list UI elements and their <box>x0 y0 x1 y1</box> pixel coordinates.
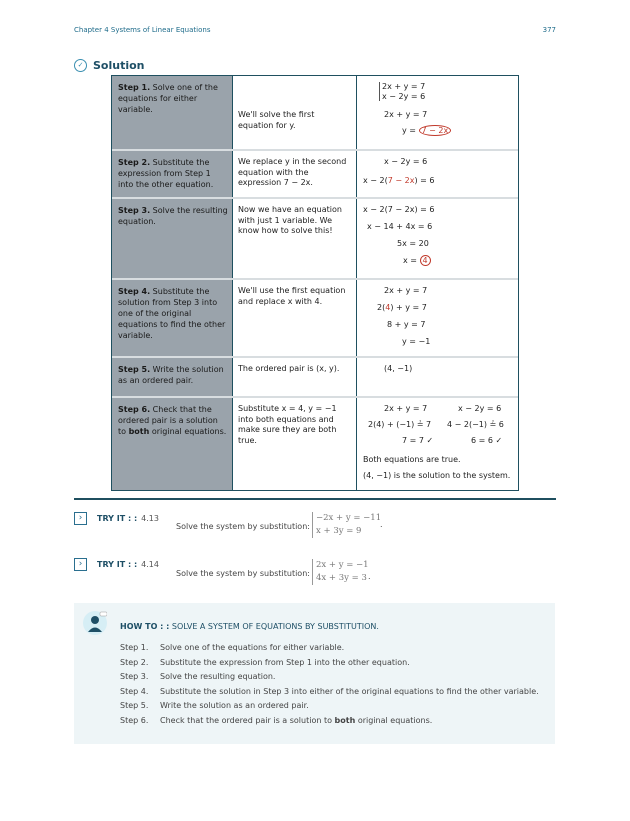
how-to-step-label: Step 4. <box>120 687 149 696</box>
expand-arrow-icon[interactable]: › <box>74 512 87 525</box>
section-divider <box>74 498 556 500</box>
try-it-prompt: Solve the system by substitution: <box>176 522 310 531</box>
step-description: Step 3. Solve the resulting equation. <box>112 199 233 278</box>
how-to-step-text: Solve the resulting equation. <box>160 672 276 681</box>
how-to-step-label: Step 1. <box>120 643 149 652</box>
step-math: 2x + y = 7 2(4) + y = 7 8 + y = 7 y = −1 <box>377 286 431 346</box>
how-to-step-label: Step 2. <box>120 658 149 667</box>
step-math: 2x + y = 7 x − 2y = 6 2(4) + (−1) ≟ 7 4 − 2(−1) ≟ 6 7 = 7 ✓ 6 = 6 ✓ Both equations are true. (4, −1) is the solution to the system. <box>363 404 511 480</box>
try-it-4-13 <box>74 512 159 525</box>
step-description: Step 5. Write the solution as an ordered pair. <box>112 358 233 396</box>
step-math: x − 2y = 6 x − 2(7 − 2x) = 6 <box>363 157 435 185</box>
try-it-prompt: Solve the system by substitution: <box>176 569 310 578</box>
step-explanation: Now we have an equation with just 1 variable. We know how to solve this! <box>233 199 357 278</box>
table-row <box>112 356 518 396</box>
try-it-number: 4.13 <box>141 514 159 523</box>
step-explanation: We replace y in the second equation with the expression 7 − 2x. <box>233 151 357 197</box>
how-to-step-label: Step 3. <box>120 672 149 681</box>
step-explanation: We'll solve the first equation for y. <box>233 76 357 149</box>
how-to-step-text: Check that the ordered pair is a solution to both original equations. <box>160 716 433 725</box>
table-row <box>112 278 518 356</box>
table-row <box>112 76 518 149</box>
how-to-title: HOW TO : : SOLVE A SYSTEM OF EQUATIONS BY SUBSTITUTION. <box>120 622 379 631</box>
step-explanation: Substitute x = 4, y = −1 into both equations and make sure they are both true. <box>233 398 357 490</box>
person-icon <box>83 611 107 635</box>
page-number: 377 <box>542 26 556 34</box>
solution-table <box>111 75 519 491</box>
how-to-box <box>74 603 555 744</box>
step-description: Step 1. Solve one of the equations for either variable. <box>112 76 233 149</box>
step-explanation: The ordered pair is (x, y). <box>233 358 357 396</box>
step-description: Step 2. Substitute the expression from Step 1 into the other equation. <box>112 151 233 197</box>
chapter-header: Chapter 4 Systems of Linear Equations <box>74 26 211 34</box>
step-description: Step 4. Substitute the solution from Step 3 into one of the original equations to find the other variable. <box>112 280 233 356</box>
try-it-label: TRY IT : : <box>97 560 138 569</box>
how-to-step-text: Solve one of the equations for either variable. <box>160 643 345 652</box>
period: . <box>368 572 371 581</box>
step-math: 2x + y = 7 x − 2y = 6 2x + y = 7 y = 7 − 2x <box>357 76 518 149</box>
check-circle-icon: ✓ <box>74 59 87 72</box>
try-it-number: 4.14 <box>141 560 159 569</box>
try-it-label: TRY IT : : <box>97 514 138 523</box>
how-to-step-label: Step 5. <box>120 701 149 710</box>
how-to-step-text: Substitute the expression from Step 1 into the other equation. <box>160 658 410 667</box>
how-to-step-text: Substitute the solution in Step 3 into either of the original equations to find the other variable. <box>160 687 539 696</box>
table-row <box>112 149 518 197</box>
expand-arrow-icon[interactable]: › <box>74 558 87 571</box>
step-math: (4, −1) <box>384 364 413 373</box>
equation-system: 2x + y = −1 4x + 3y = 3 <box>312 559 369 585</box>
solution-heading <box>74 59 145 72</box>
step-description: Step 6. Check that the ordered pair is a solution to both original equations. <box>112 398 233 490</box>
table-row <box>112 396 518 490</box>
try-it-4-14 <box>74 558 159 571</box>
step-explanation: We'll use the first equation and replace x with 4. <box>233 280 357 356</box>
solution-title: Solution <box>93 59 145 72</box>
step-math: x − 2(7 − 2x) = 6 x − 14 + 4x = 6 5x = 20 x = 4 <box>363 205 435 265</box>
table-row <box>112 197 518 278</box>
how-to-step-label: Step 6. <box>120 716 149 725</box>
period: . <box>380 520 383 529</box>
equation-system: −2x + y = −11 x + 3y = 9 <box>312 512 381 538</box>
how-to-step-text: Write the solution as an ordered pair. <box>160 701 309 710</box>
